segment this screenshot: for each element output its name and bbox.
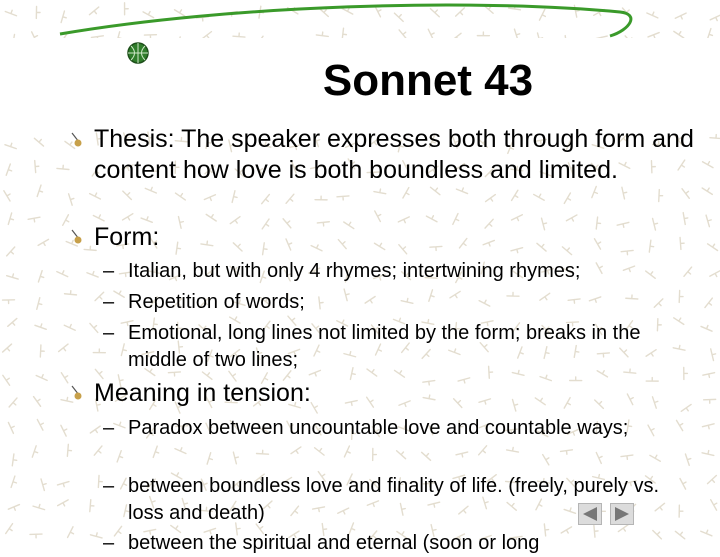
bullet-marker-icon [70, 385, 86, 401]
previous-slide-button[interactable] [578, 503, 602, 525]
meaning-subpoint: – Paradox between uncountable love and countable ways; [103, 417, 629, 439]
slide-title: Sonnet 43 [322, 56, 534, 105]
bullet-thesis: Thesis: The speaker expresses both through form and content how love is both boundless and limited. [94, 125, 694, 184]
bullet-marker-icon [70, 229, 86, 245]
form-subpoint: – Italian, but with only 4 rhymes; intertwining rhymes; [103, 260, 581, 282]
bullet-marker-icon [70, 132, 86, 148]
next-slide-button[interactable] [610, 503, 634, 525]
form-subpoint: – Emotional, long lines not limited by the form; breaks in the middle of two lines; [103, 322, 641, 371]
bullet-meaning: Meaning in tension: [94, 379, 311, 407]
triangle-left-icon [579, 504, 601, 524]
triangle-right-icon [611, 504, 633, 524]
bullet-form: Form: [94, 223, 160, 251]
meaning-subpoint: – between the spiritual and eternal (soon or long [103, 532, 540, 554]
meaning-subpoint: – between boundless love and finality of life. (freely, purely vs. loss and death) [103, 475, 660, 524]
form-subpoint: – Repetition of words; [103, 291, 305, 313]
